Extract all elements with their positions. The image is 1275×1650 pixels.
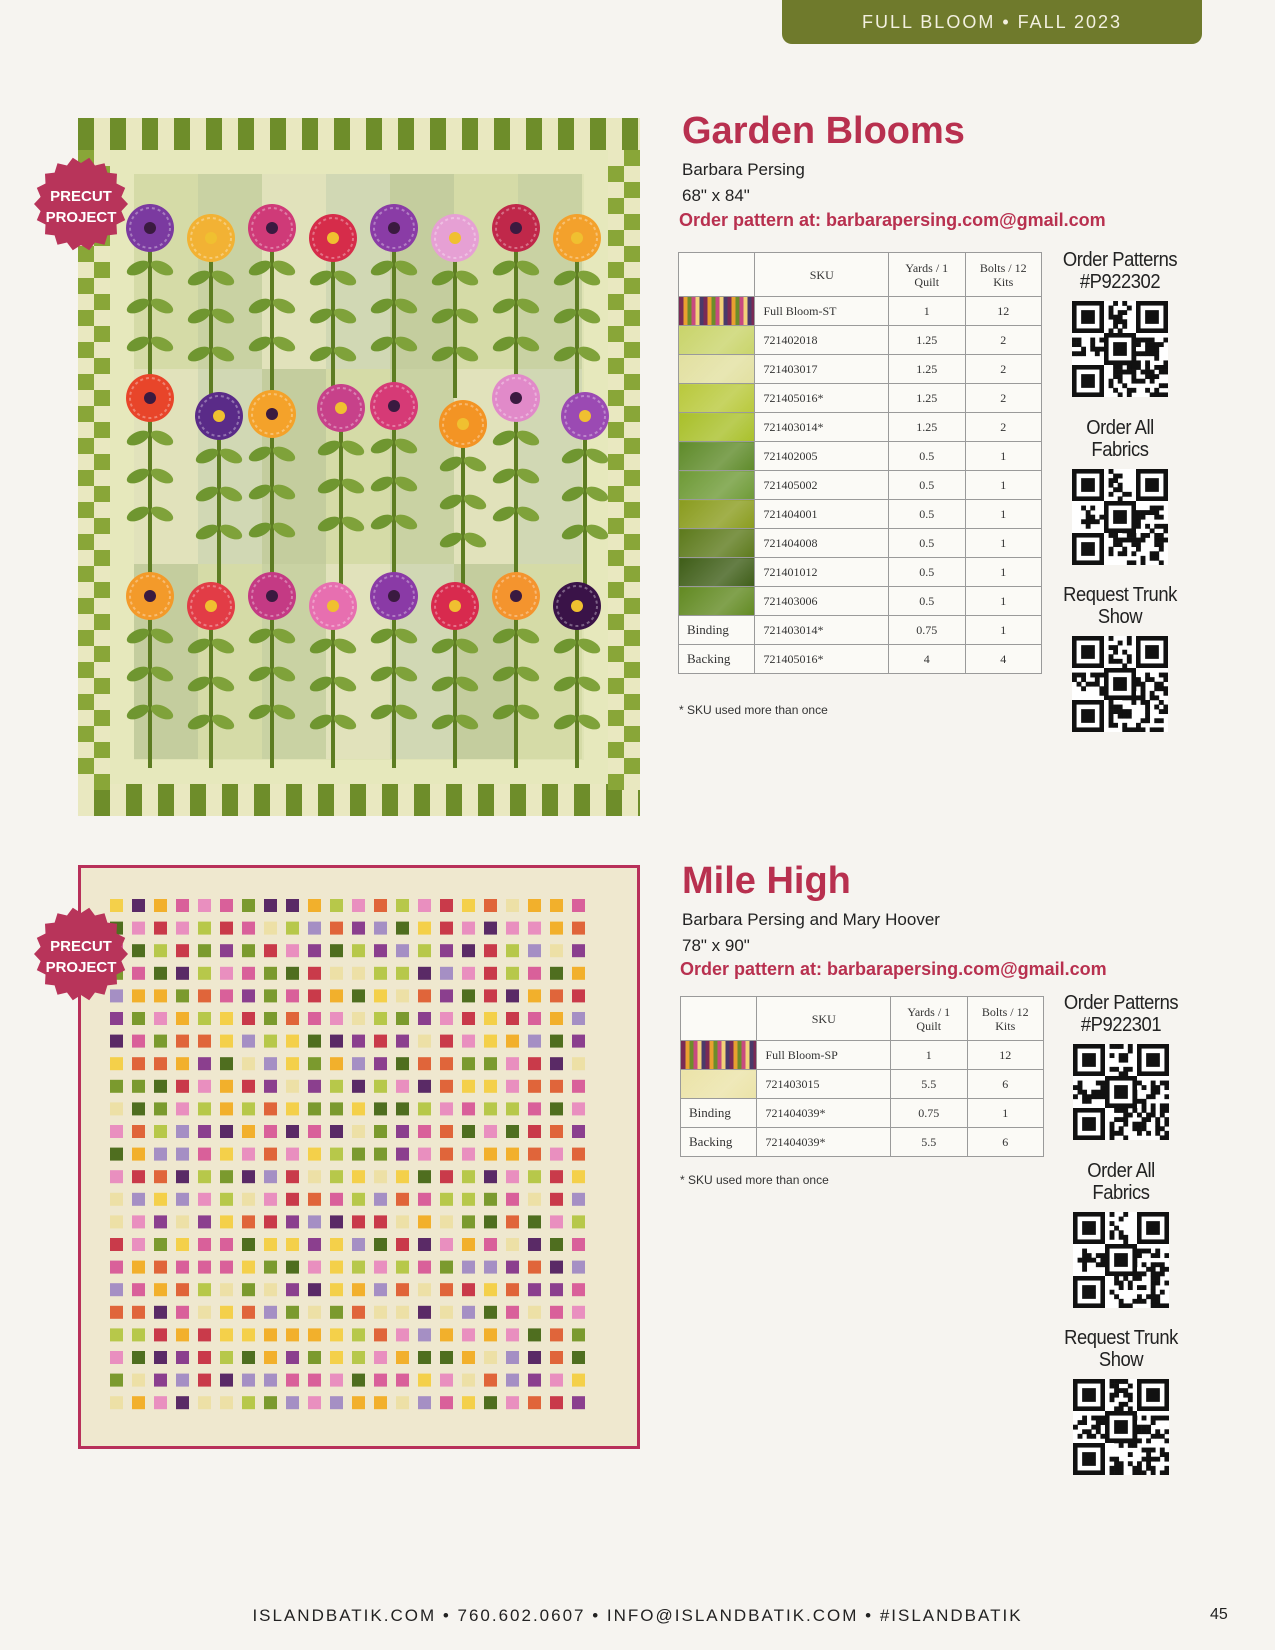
cell-yards: 0.5 xyxy=(889,529,965,558)
cell-bolts: 12 xyxy=(967,1041,1044,1070)
badge-line-1: PRECUT xyxy=(50,938,112,955)
row-label: Backing xyxy=(679,645,755,674)
qr-code-icon xyxy=(1072,301,1168,397)
fabric-swatch xyxy=(679,500,755,529)
table-row xyxy=(679,413,1042,442)
cell-yards: 5.5 xyxy=(891,1070,967,1099)
qr-code-icon xyxy=(1073,1379,1169,1475)
row-label: Binding xyxy=(681,1099,757,1128)
cell-sku: 721404008 xyxy=(755,529,889,558)
table-row xyxy=(679,297,1042,326)
cell-bolts: 2 xyxy=(965,413,1042,442)
cell-yards: 1.25 xyxy=(889,384,965,413)
fabric-swatch xyxy=(681,1070,757,1099)
cell-sku: 721403015 xyxy=(757,1070,891,1099)
quilt-size: 78" x 90" xyxy=(682,936,750,955)
sku-footnote: * SKU used more than once xyxy=(680,1173,829,1187)
yards-header: Yards / 1 Quilt xyxy=(891,997,967,1041)
fabric-requirements-table xyxy=(678,252,1042,674)
table-row xyxy=(679,587,1042,616)
order-pattern-link[interactable]: Order pattern at: barbarapersing.com@gmail.com xyxy=(679,210,1106,230)
yards-header: Yards / 1 Quilt xyxy=(889,253,965,297)
order-pattern-link[interactable]: Order pattern at: barbarapersing.com@gmail.com xyxy=(680,959,1107,979)
qr-code-icon xyxy=(1072,636,1168,732)
precut-project-badge xyxy=(33,156,129,252)
qr-label: Order Patterns #P922302 xyxy=(1062,249,1178,293)
row-label: Backing xyxy=(681,1128,757,1157)
cell-yards: 0.75 xyxy=(891,1099,967,1128)
sku-header: SKU xyxy=(755,253,889,297)
cell-yards: 1.25 xyxy=(889,326,965,355)
table-row xyxy=(679,616,1042,645)
bolts-header: Bolts / 12 Kits xyxy=(965,253,1042,297)
table-row xyxy=(681,1070,1044,1099)
cell-sku: 721402005 xyxy=(755,442,889,471)
cell-yards: 0.5 xyxy=(889,442,965,471)
swatch-header xyxy=(679,253,755,297)
badge-line-2: PROJECT xyxy=(45,209,117,226)
order-all-fabrics-qr[interactable] xyxy=(1050,417,1190,565)
cell-yards: 0.5 xyxy=(889,471,965,500)
garden-blooms-quilt-image xyxy=(78,118,640,816)
fabric-swatch xyxy=(679,587,755,616)
cell-bolts: 12 xyxy=(965,297,1042,326)
badge-line-1: PRECUT xyxy=(50,188,112,205)
qr-label: Request Trunk Show xyxy=(1064,1327,1178,1371)
table-row xyxy=(681,1041,1044,1070)
cell-yards: 0.5 xyxy=(889,587,965,616)
cell-yards: 0.75 xyxy=(889,616,965,645)
cell-yards: 0.5 xyxy=(889,500,965,529)
row-label: Binding xyxy=(679,616,755,645)
cell-sku: Full Bloom-ST xyxy=(755,297,889,326)
qr-label: Order All Fabrics xyxy=(1086,417,1154,461)
fabric-swatch xyxy=(679,558,755,587)
cell-sku: 721403014* xyxy=(755,413,889,442)
table-row xyxy=(679,442,1042,471)
cell-bolts: 2 xyxy=(965,355,1042,384)
page-number: 45 xyxy=(1210,1606,1228,1623)
fabric-swatch xyxy=(679,355,755,384)
fabric-requirements-table xyxy=(680,996,1044,1157)
qr-code-icon xyxy=(1072,469,1168,565)
cell-bolts: 1 xyxy=(965,558,1042,587)
order-all-fabrics-qr[interactable] xyxy=(1051,1160,1191,1308)
fabric-swatch xyxy=(679,384,755,413)
precut-project-badge xyxy=(33,906,129,1002)
fabric-swatch xyxy=(679,471,755,500)
swatch-header xyxy=(681,997,757,1041)
cell-bolts: 1 xyxy=(965,587,1042,616)
table-row xyxy=(679,558,1042,587)
cell-bolts: 4 xyxy=(965,645,1042,674)
quilt-size: 68" x 84" xyxy=(682,186,750,205)
cell-bolts: 6 xyxy=(967,1070,1044,1099)
cell-sku: 721401012 xyxy=(755,558,889,587)
table-row xyxy=(679,471,1042,500)
cell-yards: 1 xyxy=(889,297,965,326)
cell-sku: 721405002 xyxy=(755,471,889,500)
fabric-swatch xyxy=(679,326,755,355)
cell-sku: 721404039* xyxy=(757,1099,891,1128)
fabric-swatch xyxy=(679,413,755,442)
cell-sku: 721403014* xyxy=(755,616,889,645)
project-meta xyxy=(682,907,940,959)
sku-header: SKU xyxy=(757,997,891,1041)
cell-bolts: 2 xyxy=(965,326,1042,355)
badge-line-2: PROJECT xyxy=(45,959,117,976)
cell-sku: 721405016* xyxy=(755,645,889,674)
fabric-swatch xyxy=(679,529,755,558)
cell-yards: 1.25 xyxy=(889,413,965,442)
order-patterns-qr[interactable] xyxy=(1051,992,1191,1140)
cell-sku: 721405016* xyxy=(755,384,889,413)
cell-bolts: 1 xyxy=(965,529,1042,558)
order-patterns-qr[interactable] xyxy=(1050,249,1190,397)
fabric-swatch xyxy=(679,442,755,471)
sku-footnote: * SKU used more than once xyxy=(679,703,828,717)
cell-bolts: 1 xyxy=(965,471,1042,500)
cell-sku: 721404001 xyxy=(755,500,889,529)
issue-banner: FULL BLOOM • FALL 2023 xyxy=(782,0,1202,44)
table-row xyxy=(679,529,1042,558)
cell-bolts: 1 xyxy=(965,616,1042,645)
designer-name: Barbara Persing xyxy=(682,160,805,179)
qr-label: Request Trunk Show xyxy=(1063,584,1177,628)
cell-bolts: 1 xyxy=(965,442,1042,471)
table-row xyxy=(679,326,1042,355)
cell-yards: 0.5 xyxy=(889,558,965,587)
cell-bolts: 6 xyxy=(967,1128,1044,1157)
contact-footer: ISLANDBATIK.COM • 760.602.0607 • INFO@ISLANDBATIK.COM • #ISLANDBATIK xyxy=(252,1606,1023,1625)
designer-name: Barbara Persing and Mary Hoover xyxy=(682,910,940,929)
table-row xyxy=(679,645,1042,674)
cell-sku: 721404039* xyxy=(757,1128,891,1157)
cell-sku: Full Bloom-SP xyxy=(757,1041,891,1070)
fabric-swatch xyxy=(679,297,755,326)
qr-label: Order Patterns #P922301 xyxy=(1063,992,1179,1036)
cell-yards: 1 xyxy=(891,1041,967,1070)
qr-code-icon xyxy=(1073,1044,1169,1140)
project-title: Garden Blooms xyxy=(682,110,965,152)
request-trunk-show-qr[interactable] xyxy=(1050,584,1190,732)
cell-bolts: 1 xyxy=(967,1099,1044,1128)
cell-yards: 1.25 xyxy=(889,355,965,384)
fabric-swatch xyxy=(681,1041,757,1070)
cell-yards: 4 xyxy=(889,645,965,674)
table-row xyxy=(679,500,1042,529)
request-trunk-show-qr[interactable] xyxy=(1051,1327,1191,1475)
table-row xyxy=(681,1099,1044,1128)
project-title: Mile High xyxy=(682,860,851,902)
cell-sku: 721403006 xyxy=(755,587,889,616)
qr-code-icon xyxy=(1073,1212,1169,1308)
qr-label: Order All Fabrics xyxy=(1087,1160,1155,1204)
cell-yards: 5.5 xyxy=(891,1128,967,1157)
cell-bolts: 1 xyxy=(965,500,1042,529)
table-row xyxy=(679,355,1042,384)
mile-high-quilt-image xyxy=(78,865,640,1449)
table-row xyxy=(681,1128,1044,1157)
cell-bolts: 2 xyxy=(965,384,1042,413)
cell-sku: 721403017 xyxy=(755,355,889,384)
table-row xyxy=(679,384,1042,413)
project-meta xyxy=(682,157,805,209)
bolts-header: Bolts / 12 Kits xyxy=(967,997,1044,1041)
cell-sku: 721402018 xyxy=(755,326,889,355)
